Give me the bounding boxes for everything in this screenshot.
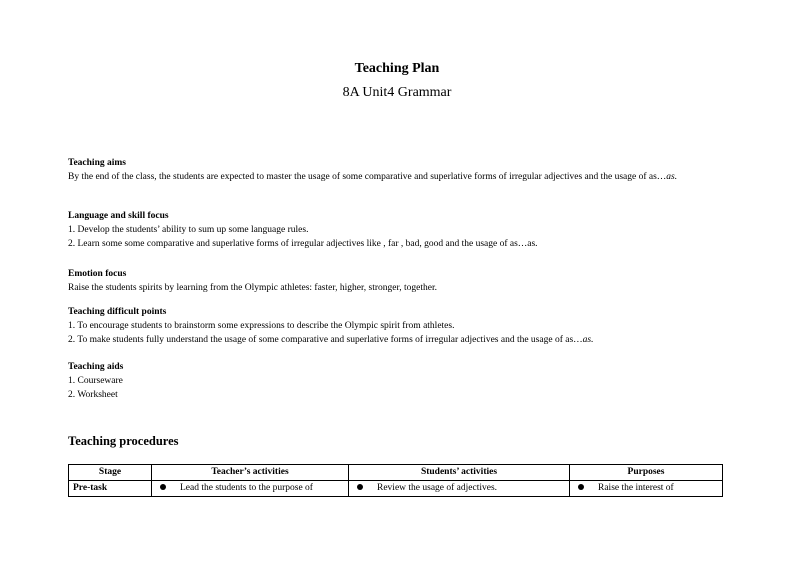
teaching-aids-heading: Teaching aids — [68, 362, 124, 372]
students-cell — [349, 481, 570, 497]
language-skill-focus-heading: Language and skill focus — [68, 211, 169, 221]
bullet-icon — [160, 484, 166, 490]
teaching-aids-section — [68, 360, 725, 402]
stage-cell: Pre-task — [69, 481, 152, 497]
bullet-icon — [357, 484, 363, 490]
difficult-point-item-italic: as. — [582, 335, 594, 345]
table-row — [69, 481, 723, 497]
teaching-aid-item: 1. Courseware — [68, 376, 123, 386]
emotion-focus-section — [68, 267, 725, 295]
teaching-procedures-heading: Teaching procedures — [68, 434, 179, 448]
teacher-cell-text: Lead the students to the purpose of — [180, 483, 313, 493]
table-header-row — [69, 465, 723, 481]
teaching-aid-item: 2. Worksheet — [68, 390, 118, 400]
teaching-aims-section — [68, 156, 725, 184]
teaching-difficult-points-section — [68, 305, 725, 347]
teaching-aims-text — [68, 170, 725, 184]
difficult-point-item: 1. To encourage students to brainstorm some expressions to describe the Olympic spirit from athletes. — [68, 321, 455, 331]
purposes-cell-text: Raise the interest of — [598, 483, 674, 493]
emotion-focus-heading: Emotion focus — [68, 269, 127, 279]
purposes-cell — [570, 481, 723, 497]
document-title: Teaching Plan — [354, 61, 440, 76]
difficult-point-item — [68, 333, 725, 347]
bullet-icon — [578, 484, 584, 490]
difficult-point-item-main: 2. To make students fully understand the usage of some comparative and superlative forms of irregular adjectives and the usage of as… — [68, 335, 583, 345]
column-header-teacher: Teacher’s activities — [152, 465, 349, 481]
language-skill-focus-section — [68, 209, 725, 251]
procedures-table — [68, 464, 723, 497]
teaching-aims-text-main: By the end of the class, the students are expected to master the usage of some comparative and superlative forms of irregular adjectives and the usage of as… — [68, 172, 667, 182]
teaching-aims-heading: Teaching aims — [68, 158, 126, 168]
emotion-focus-text: Raise the students spirits by learning from the Olympic athletes: faster, higher, stronger, together. — [68, 283, 438, 293]
teaching-aims-text-italic: as. — [666, 172, 678, 182]
teaching-difficult-points-heading: Teaching difficult points — [68, 307, 167, 317]
students-cell-text: Review the usage of adjectives. — [377, 483, 498, 493]
language-skill-focus-item: 2. Learn some some comparative and superlative forms of irregular adjectives like , far , bad, good and the usage of as…as. — [68, 239, 538, 249]
document-subtitle: 8A Unit4 Grammar — [342, 85, 452, 100]
column-header-stage: Stage — [69, 465, 152, 481]
teacher-cell — [152, 481, 349, 497]
column-header-purposes: Purposes — [570, 465, 723, 481]
column-header-students: Students’ activities — [349, 465, 570, 481]
language-skill-focus-item: 1. Develop the students’ ability to sum up some language rules. — [68, 225, 309, 235]
